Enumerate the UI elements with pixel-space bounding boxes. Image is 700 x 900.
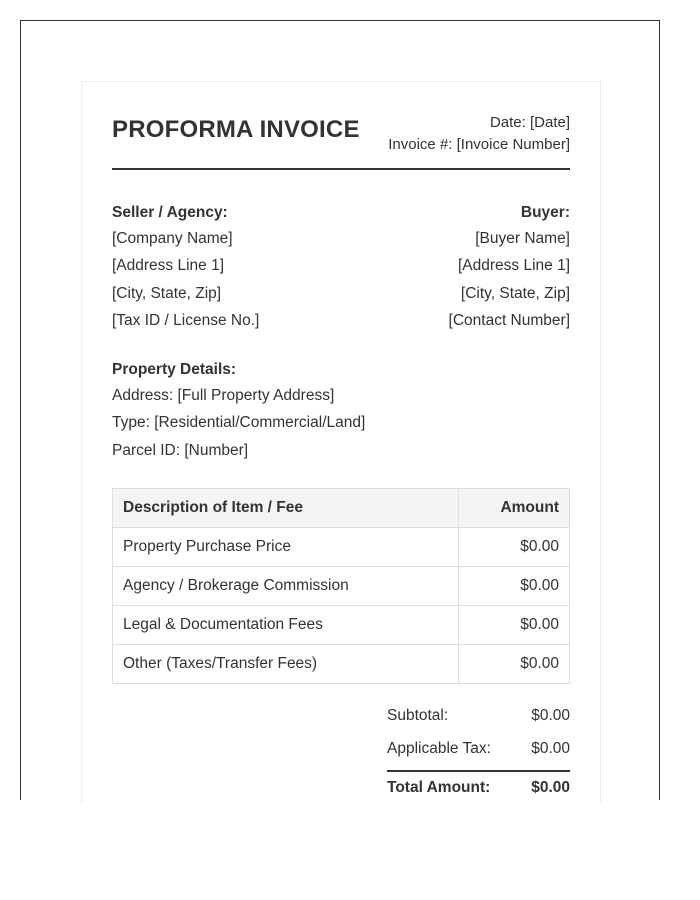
buyer-address: [Address Line 1] [457,257,570,275]
tax-label: Applicable Tax: [387,740,491,758]
table-row [113,528,570,567]
seller-address: [Address Line 1] [112,257,225,275]
subtotal-value: $0.00 [531,707,570,725]
invoice-document [81,81,601,803]
seller-block [112,203,259,334]
buyer-name: [Buyer Name] [475,230,570,247]
subtotal-row [387,706,570,726]
fees-table [112,488,570,684]
row-description: Legal & Documentation Fees [113,606,459,645]
total-label: Total Amount: [387,779,491,797]
property-type: Type: [Residential/Commercial/Land] [112,414,366,432]
property-heading: Property Details: [112,361,237,379]
table-row [113,606,570,645]
parties-section [112,203,570,334]
property-details [112,360,570,464]
seller-city: [City, State, Zip] [112,284,222,302]
row-amount: $0.00 [459,567,570,606]
tax-row [387,739,570,772]
seller-heading: Seller / Agency: [112,204,228,221]
table-header-row [113,489,570,528]
total-value: $0.00 [531,779,570,797]
row-amount: $0.00 [459,606,570,645]
invoice-date: Date: [Date] [489,114,570,131]
row-description: Agency / Brokerage Commission [113,567,459,606]
property-address: Address: [Full Property Address] [112,387,335,405]
seller-tax-id: [Tax ID / License No.] [112,311,260,329]
invoice-title: PROFORMA INVOICE [112,116,360,143]
row-description: Other (Taxes/Transfer Fees) [113,645,459,684]
row-amount: $0.00 [459,528,570,567]
total-row [387,778,570,798]
property-parcel-id: Parcel ID: [Number] [112,441,249,459]
column-header-description: Description of Item / Fee [113,489,459,528]
totals-section [387,706,570,798]
invoice-number: Invoice #: [Invoice Number] [388,136,570,153]
page-frame [20,20,660,800]
row-description: Property Purchase Price [113,528,459,567]
tax-value: $0.00 [531,740,570,758]
seller-company: [Company Name] [112,230,233,247]
buyer-city: [City, State, Zip] [460,284,570,302]
invoice-header [112,82,570,170]
table-row [113,645,570,684]
buyer-contact: [Contact Number] [448,311,570,329]
subtotal-label: Subtotal: [387,707,449,725]
buyer-block [449,203,570,334]
buyer-heading: Buyer: [520,204,570,221]
row-amount: $0.00 [459,645,570,684]
table-row [113,567,570,606]
invoice-meta [388,112,570,156]
column-header-amount: Amount [459,489,570,528]
